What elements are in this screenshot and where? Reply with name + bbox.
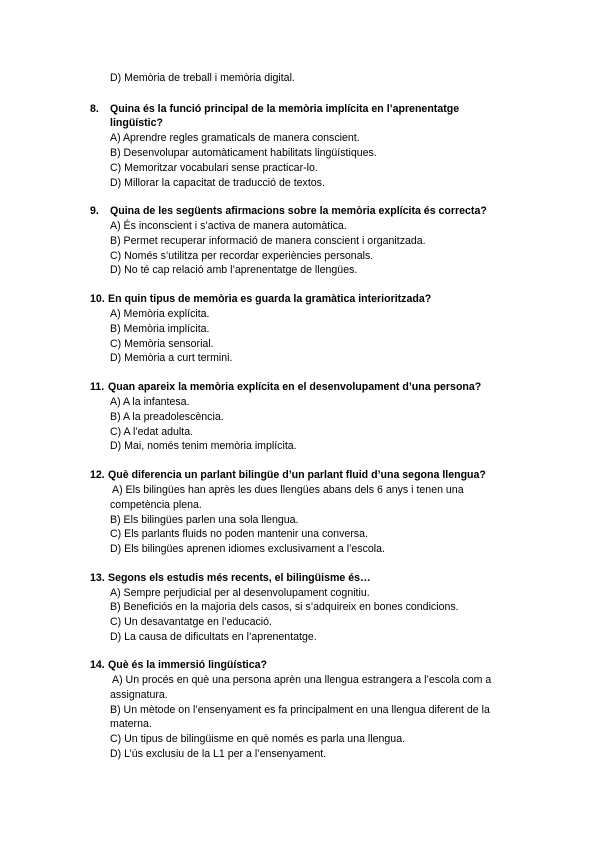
option-14-b-cont: materna. [110, 718, 152, 730]
question-8-text: Quina és la funció principal de la memòria implícita en l’aprenentatge [110, 103, 460, 115]
option-7-d: D) Memòria de treball i memòria digital. [110, 72, 295, 84]
option-8-b: B) Desenvolupar automàticament habilitats lingüístiques. [110, 147, 377, 159]
question-11-number: 11. [90, 381, 105, 393]
question-9-number: 9. [90, 205, 99, 217]
option-9-c: C) Només s’utilitza per recordar experiències personals. [110, 250, 374, 262]
question-12-text: Què diferencia un parlant bilingüe d’un parlant fluid d’una segona llengua? [108, 469, 486, 481]
option-9-d: D) No té cap relació amb l’aprenentatge de llengües. [110, 264, 358, 276]
option-14-a: A) Un procés en què una persona aprèn una llengua estrangera a l’escola com a [112, 674, 492, 686]
option-8-a: A) Aprendre regles gramaticals de manera conscient. [110, 132, 360, 144]
question-8-text-cont: lingüístic? [110, 117, 163, 129]
option-14-b: B) Un mètode on l’ensenyament es fa principalment en una llengua diferent de la [110, 704, 490, 716]
question-14-number: 14. [90, 659, 105, 671]
option-12-b: B) Els bilingües parlen una sola llengua. [110, 514, 299, 526]
option-12-c: C) Els parlants fluids no poden mantenir una conversa. [110, 528, 368, 540]
option-14-a-cont: assignatura. [110, 689, 168, 701]
option-11-a: A) A la infantesa. [110, 396, 190, 408]
option-9-a: A) És inconscient i s’activa de manera automàtica. [110, 220, 347, 232]
question-13-number: 13. [90, 572, 105, 584]
option-13-a: A) Sempre perjudicial per al desenvolupament cognitiu. [110, 587, 370, 599]
option-8-d: D) Millorar la capacitat de traducció de textos. [110, 177, 325, 189]
question-12-number: 12. [90, 469, 105, 481]
question-10-number: 10. [90, 293, 105, 305]
option-8-c: C) Memoritzar vocabulari sense practicar-lo. [110, 162, 318, 174]
option-9-b: B) Permet recuperar informació de manera conscient i organitzada. [110, 235, 426, 247]
option-10-a: A) Memòria explícita. [110, 308, 210, 320]
option-12-d: D) Els bilingües aprenen idiomes exclusivament a l’escola. [110, 543, 385, 555]
option-13-b: B) Beneficiós en la majoria dels casos, si s’adquireix en bones condicions. [110, 601, 459, 613]
option-10-c: C) Memòria sensorial. [110, 338, 214, 350]
option-14-d: D) L’ús exclusiu de la L1 per a l’ensenyament. [110, 748, 327, 760]
option-13-d: D) La causa de dificultats en l’aprenentatge. [110, 631, 317, 643]
question-11-text: Quan apareix la memòria explícita en el desenvolupament d’una persona? [108, 381, 482, 393]
option-14-c: C) Un tipus de bilingüisme en què només es parla una llengua. [110, 733, 406, 745]
option-11-d: D) Mai, només tenim memòria implícita. [110, 440, 297, 452]
question-14-text: Què és la immersió lingüística? [108, 659, 267, 671]
option-12-a-cont: competència plena. [110, 499, 202, 511]
question-8-number: 8. [90, 103, 99, 115]
question-13-text: Segons els estudis més recents, el bilingüisme és… [108, 572, 371, 584]
option-12-a: A) Els bilingües han après les dues llengües abans dels 6 anys i tenen una [112, 484, 464, 496]
option-13-c: C) Un desavantatge en l’educació. [110, 616, 272, 628]
option-10-b: B) Memòria implícita. [110, 323, 210, 335]
option-11-b: B) A la preadolescència. [110, 411, 224, 423]
question-9-text: Quina de les següents afirmacions sobre la memòria explícita és correcta? [110, 205, 487, 217]
question-10-text: En quin tipus de memòria es guarda la gramàtica interioritzada? [108, 293, 432, 305]
option-10-d: D) Memòria a curt termini. [110, 352, 233, 364]
option-11-c: C) A l’edat adulta. [110, 426, 194, 438]
